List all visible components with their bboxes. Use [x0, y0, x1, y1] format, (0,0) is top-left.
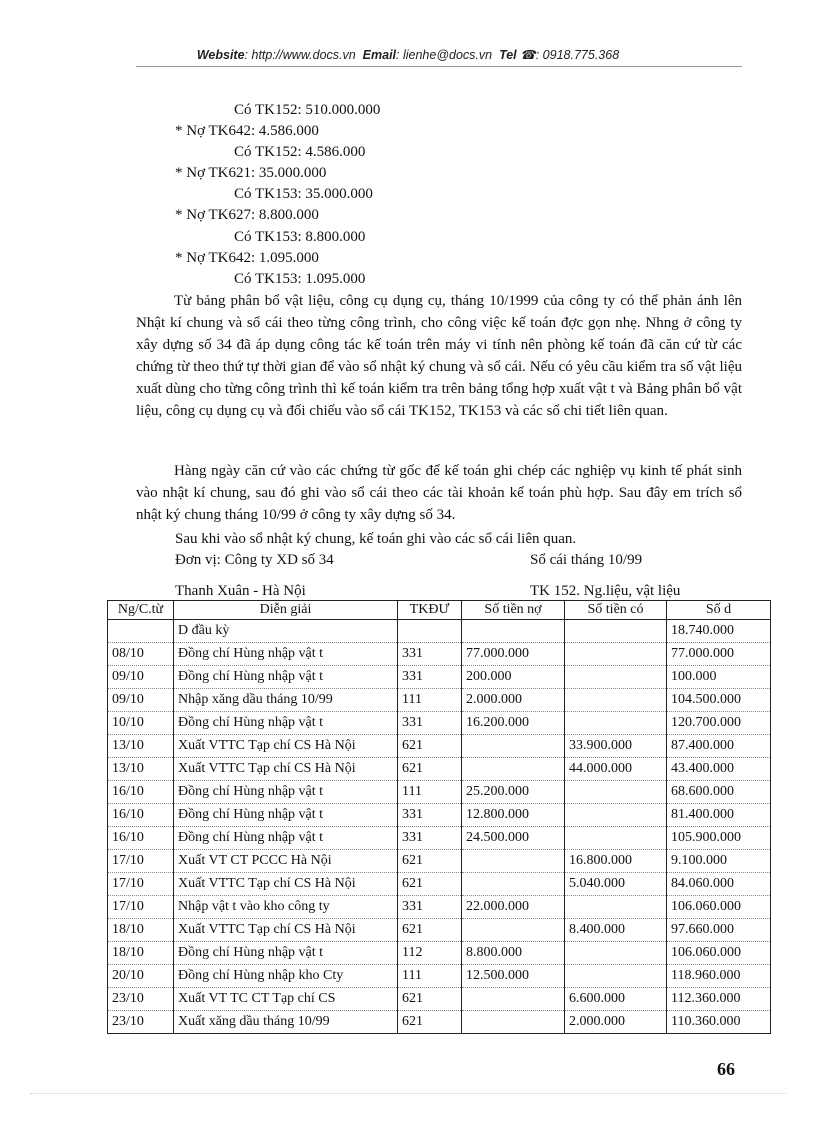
cell-debit	[462, 988, 565, 1011]
cell-credit	[565, 666, 667, 689]
cell-debit	[462, 735, 565, 758]
cell-date: 16/10	[108, 804, 174, 827]
cell-contra-account: 621	[398, 850, 462, 873]
unit-label: Đơn vị: Công ty XD số 34	[175, 552, 334, 568]
ledger-table	[107, 600, 771, 1034]
table-row	[108, 804, 771, 827]
cell-debit	[462, 758, 565, 781]
cell-contra-account: 111	[398, 965, 462, 988]
cell-date: 17/10	[108, 896, 174, 919]
table-row	[108, 896, 771, 919]
cell-contra-account: 331	[398, 804, 462, 827]
table-row	[108, 712, 771, 735]
journal-entry: * Nợ TK642: 4.586.000	[175, 123, 319, 139]
cell-credit	[565, 804, 667, 827]
cell-credit	[565, 781, 667, 804]
cell-balance: 106.060.000	[667, 896, 771, 919]
table-row	[108, 965, 771, 988]
cell-contra-account: 331	[398, 666, 462, 689]
cell-balance: 18.740.000	[667, 620, 771, 643]
cell-debit: 22.000.000	[462, 896, 565, 919]
table-row	[108, 620, 771, 643]
cell-debit: 16.200.000	[462, 712, 565, 735]
table-row	[108, 781, 771, 804]
website-label: Website	[196, 48, 245, 62]
cell-debit: 12.500.000	[462, 965, 565, 988]
cell-description: Xuất VTTC Tạp chí CS Hà Nội	[174, 758, 398, 781]
cell-date: 10/10	[108, 712, 174, 735]
cell-balance: 100.000	[667, 666, 771, 689]
cell-contra-account: 331	[398, 896, 462, 919]
cell-debit	[462, 850, 565, 873]
table-row	[108, 666, 771, 689]
cell-contra-account: 621	[398, 758, 462, 781]
cell-contra-account: 331	[398, 643, 462, 666]
cell-contra-account: 111	[398, 689, 462, 712]
cell-description: Xuất VT TC CT Tạp chí CS	[174, 988, 398, 1011]
journal-entry: Có TK153: 35.000.000	[234, 186, 373, 202]
cell-description: Xuất xăng dầu tháng 10/99	[174, 1011, 398, 1034]
account-label: TK 152. Ng.liệu, vật liệu	[530, 583, 681, 599]
col-header-credit: Số tiền có	[565, 601, 667, 620]
cell-credit: 2.000.000	[565, 1011, 667, 1034]
cell-credit	[565, 827, 667, 850]
cell-description: Xuất VTTC Tạp chí CS Hà Nội	[174, 735, 398, 758]
intro-line: Sau khi vào sổ nhật ký chung, kế toán ghi vào các sổ cái liên quan.	[175, 531, 577, 547]
cell-contra-account: 111	[398, 781, 462, 804]
cell-date: 09/10	[108, 689, 174, 712]
cell-description: Nhập xăng dầu tháng 10/99	[174, 689, 398, 712]
cell-balance: 87.400.000	[667, 735, 771, 758]
phone-icon: ☎	[520, 48, 536, 62]
cell-balance: 68.600.000	[667, 781, 771, 804]
cell-description: Xuất VT CT PCCC Hà Nội	[174, 850, 398, 873]
cell-date: 13/10	[108, 735, 174, 758]
cell-credit: 33.900.000	[565, 735, 667, 758]
cell-balance: 118.960.000	[667, 965, 771, 988]
cell-description: Đồng chí Hùng nhập vật t	[174, 942, 398, 965]
cell-description: Xuất VTTC Tạp chí CS Hà Nội	[174, 919, 398, 942]
cell-balance: 77.000.000	[667, 643, 771, 666]
cell-date: 17/10	[108, 873, 174, 896]
cell-balance: 97.660.000	[667, 919, 771, 942]
footer-divider	[30, 1093, 786, 1094]
cell-balance: 43.400.000	[667, 758, 771, 781]
location-label: Thanh Xuân - Hà Nội	[175, 583, 306, 599]
cell-balance: 120.700.000	[667, 712, 771, 735]
cell-contra-account: 331	[398, 712, 462, 735]
cell-date: 23/10	[108, 1011, 174, 1034]
tel-label: Tel	[499, 48, 517, 62]
cell-credit: 44.000.000	[565, 758, 667, 781]
cell-debit	[462, 620, 565, 643]
cell-date: 09/10	[108, 666, 174, 689]
tel-number: : 0918.775.368	[535, 48, 620, 62]
cell-description: Xuất VTTC Tạp chí CS Hà Nội	[174, 873, 398, 896]
cell-date: 18/10	[108, 942, 174, 965]
cell-balance: 104.500.000	[667, 689, 771, 712]
table-row	[108, 1011, 771, 1034]
cell-debit	[462, 1011, 565, 1034]
cell-date: 18/10	[108, 919, 174, 942]
cell-credit	[565, 689, 667, 712]
cell-contra-account: 621	[398, 988, 462, 1011]
cell-debit: 8.800.000	[462, 942, 565, 965]
email-label: Email	[362, 48, 397, 62]
cell-debit: 12.800.000	[462, 804, 565, 827]
cell-balance: 9.100.000	[667, 850, 771, 873]
cell-balance: 112.360.000	[667, 988, 771, 1011]
cell-balance: 106.060.000	[667, 942, 771, 965]
table-row	[108, 873, 771, 896]
cell-debit: 77.000.000	[462, 643, 565, 666]
cell-contra-account: 621	[398, 1011, 462, 1034]
cell-description: Đồng chí Hùng nhập vật t	[174, 666, 398, 689]
cell-contra-account: 621	[398, 735, 462, 758]
cell-balance: 81.400.000	[667, 804, 771, 827]
cell-debit: 24.500.000	[462, 827, 565, 850]
page-header	[0, 47, 816, 62]
cell-debit: 2.000.000	[462, 689, 565, 712]
cell-credit	[565, 965, 667, 988]
table-header-row	[108, 601, 771, 620]
journal-entry: Có TK152: 510.000.000	[234, 102, 381, 118]
cell-debit	[462, 873, 565, 896]
cell-date: 23/10	[108, 988, 174, 1011]
cell-contra-account: 621	[398, 919, 462, 942]
journal-entry: Có TK153: 1.095.000	[234, 271, 366, 287]
cell-date: 16/10	[108, 827, 174, 850]
journal-entry: * Nợ TK642: 1.095.000	[175, 250, 319, 266]
email-address[interactable]: : lienhe@docs.vn	[396, 48, 493, 62]
journal-entry: Có TK152: 4.586.000	[234, 144, 366, 160]
cell-debit: 25.200.000	[462, 781, 565, 804]
cell-credit	[565, 620, 667, 643]
cell-balance: 105.900.000	[667, 827, 771, 850]
table-row	[108, 988, 771, 1011]
cell-date: 13/10	[108, 758, 174, 781]
col-header-date: Ng/C.từ	[108, 601, 174, 620]
col-header-description: Diễn giải	[174, 601, 398, 620]
table-row	[108, 758, 771, 781]
cell-credit: 8.400.000	[565, 919, 667, 942]
cell-debit	[462, 919, 565, 942]
cell-date	[108, 620, 174, 643]
cell-debit: 200.000	[462, 666, 565, 689]
cell-contra-account: 112	[398, 942, 462, 965]
table-row	[108, 735, 771, 758]
cell-description: Đồng chí Hùng nhập vật t	[174, 827, 398, 850]
cell-date: 20/10	[108, 965, 174, 988]
table-row	[108, 689, 771, 712]
cell-description: Đồng chí Hùng nhập vật t	[174, 712, 398, 735]
table-row	[108, 919, 771, 942]
ledger-title: Sổ cái tháng 10/99	[530, 552, 643, 568]
table-row	[108, 850, 771, 873]
journal-entry: * Nợ TK621: 35.000.000	[175, 165, 327, 181]
cell-balance: 84.060.000	[667, 873, 771, 896]
cell-contra-account: 621	[398, 873, 462, 896]
table-row	[108, 827, 771, 850]
cell-contra-account	[398, 620, 462, 643]
col-header-balance: Số d	[667, 601, 771, 620]
body-paragraph	[136, 290, 742, 422]
paragraph-text: Hàng ngày căn cứ vào các chứng từ gốc để kế toán ghi chép các nghiệp vụ kinh tế phát sinh vào nhật kí chung, sau đó ghi vào sổ cái theo các tài khoản kế toán phù hợp. Sau đây em trích sổ nhật ký chung tháng 10/99 ở công ty xây dựng số 34.	[136, 463, 742, 523]
table-row	[108, 942, 771, 965]
cell-balance: 110.360.000	[667, 1011, 771, 1034]
header-divider	[136, 66, 742, 67]
cell-credit	[565, 643, 667, 666]
table-row	[108, 643, 771, 666]
cell-credit: 16.800.000	[565, 850, 667, 873]
cell-description: D đầu kỳ	[174, 620, 398, 643]
cell-date: 16/10	[108, 781, 174, 804]
col-header-contra-account: TKĐƯ	[398, 601, 462, 620]
cell-credit: 5.040.000	[565, 873, 667, 896]
cell-credit	[565, 896, 667, 919]
journal-entry: Có TK153: 8.800.000	[234, 229, 366, 245]
page-number: 66	[717, 1059, 735, 1079]
website-url[interactable]: : http://www.docs.vn	[244, 48, 356, 62]
col-header-debit: Số tiền nợ	[462, 601, 565, 620]
cell-contra-account: 331	[398, 827, 462, 850]
cell-credit	[565, 942, 667, 965]
body-paragraph	[136, 460, 742, 526]
cell-description: Nhập vật t vào kho công ty	[174, 896, 398, 919]
cell-credit	[565, 712, 667, 735]
cell-date: 08/10	[108, 643, 174, 666]
cell-description: Đồng chí Hùng nhập vật t	[174, 804, 398, 827]
cell-description: Đồng chí Hùng nhập vật t	[174, 643, 398, 666]
journal-entry: * Nợ TK627: 8.800.000	[175, 207, 319, 223]
cell-date: 17/10	[108, 850, 174, 873]
cell-credit: 6.600.000	[565, 988, 667, 1011]
cell-description: Đồng chí Hùng nhập vật t	[174, 781, 398, 804]
cell-description: Đồng chí Hùng nhập kho Cty	[174, 965, 398, 988]
paragraph-text: Từ bảng phân bổ vật liệu, công cụ dụng cụ, tháng 10/1999 của công ty có thể phản ánh lên Nhật kí chung và sổ cái theo từng công trình, cho công việc kế toán đợc gọn nhẹ. Nhng ở công ty xây dựng số 34 đã áp dụng công tác kế toán trên máy vi tính nên phòng kế toán đã căn cứ từ các chứng từ theo thứ tự thời gian để vào sổ nhật ký chung và sổ cái. Nếu có yêu cầu kiểm tra số vật liệu xuất dùng cho từng công trình thì kế toán kiểm tra trên bảng tổng hợp xuất vật t và Bảng phân bổ vật liệu, công cụ dụng cụ và đối chiếu vào sổ cái TK152, TK153 và các sổ chi tiết liên quan.	[136, 293, 742, 419]
